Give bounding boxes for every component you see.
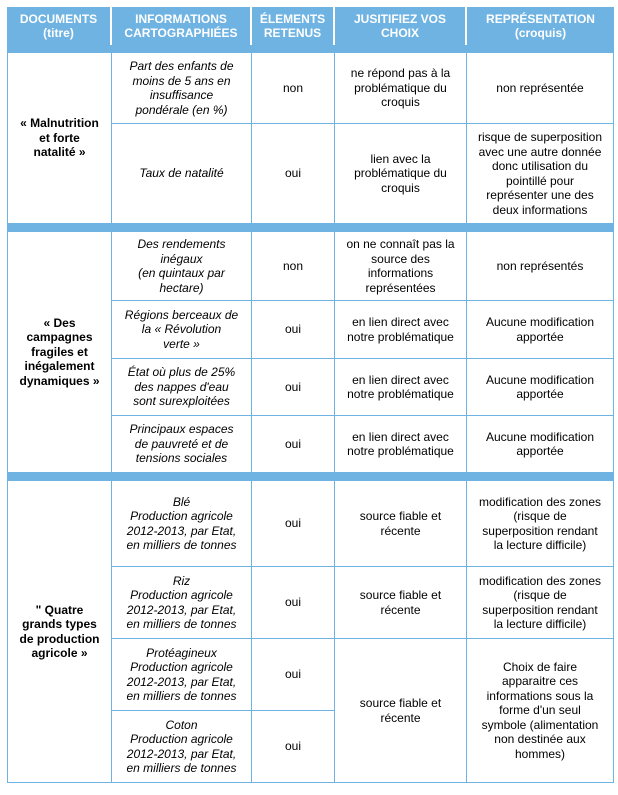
justif-cell: ne répond pas à la problématique du croquis xyxy=(335,52,467,124)
header-documents: DOCUMENTS (titre) xyxy=(7,7,112,45)
info-cell: Régions berceaux de la « Révolution verte » xyxy=(112,301,252,359)
info-cell: Blé Production agricole 2012-2013, par Etat, en milliers de tonnes xyxy=(112,480,252,567)
section-separator xyxy=(7,45,614,52)
info-cell: Protéagineux Production agricole 2012-2013, par Etat, en milliers de tonnes xyxy=(112,639,252,711)
info-cell: Part des enfants de moins de 5 ans en insuffisance pondérale (en %) xyxy=(112,52,252,124)
repr-cell: modification des zones (risque de superposition rendant la lecture difficile) xyxy=(467,567,614,639)
info-cell: Coton Production agricole 2012-2013, par Etat, en milliers de tonnes xyxy=(112,711,252,783)
analysis-table xyxy=(7,7,614,783)
info-cell: Taux de natalité xyxy=(112,124,252,224)
retenu-cell: oui xyxy=(252,301,335,359)
retenu-cell: oui xyxy=(252,567,335,639)
retenu-cell: oui xyxy=(252,639,335,711)
retenu-cell: oui xyxy=(252,124,335,224)
repr-cell: modification des zones (risque de superposition rendant la lecture difficile) xyxy=(467,480,614,567)
repr-cell: non représentés xyxy=(467,231,614,301)
document-title: « Des campagnes fragiles et inégalement dynamiques » xyxy=(7,231,112,473)
repr-cell: non représentée xyxy=(467,52,614,124)
retenu-cell: oui xyxy=(252,359,335,416)
table-row xyxy=(7,52,614,124)
document-title: « Malnutrition et forte natalité » xyxy=(7,52,112,224)
repr-cell: Aucune modification apportée xyxy=(467,416,614,473)
justif-cell: en lien direct avec notre problématique xyxy=(335,301,467,359)
table-row xyxy=(7,231,614,301)
document-title: " Quatre grands types de production agricole » xyxy=(7,480,112,783)
justif-cell: en lien direct avec notre problématique xyxy=(335,416,467,473)
justif-cell: lien avec la problématique du croquis xyxy=(335,124,467,224)
table-row xyxy=(7,480,614,567)
header-justifiez: JUSITIFIEZ VOS CHOIX xyxy=(335,7,467,45)
retenu-cell: non xyxy=(252,231,335,301)
info-cell: Riz Production agricole 2012-2013, par Etat, en milliers de tonnes xyxy=(112,567,252,639)
justif-cell: on ne connaît pas la source des informations représentées xyxy=(335,231,467,301)
repr-cell: risque de superposition avec une autre donnée donc utilisation du pointillé pour représenter une des deux informations xyxy=(467,124,614,224)
repr-cell: Aucune modification apportée xyxy=(467,359,614,416)
header-row xyxy=(7,7,614,45)
retenu-cell: oui xyxy=(252,416,335,473)
section-separator xyxy=(7,224,614,231)
section-separator xyxy=(7,473,614,480)
header-representation: REPRÉSENTATION (croquis) xyxy=(467,7,614,45)
header-informations: INFORMATIONS CARTOGRAPHIÉES xyxy=(112,7,252,45)
justif-cell: en lien direct avec notre problématique xyxy=(335,359,467,416)
justif-cell: source fiable et récente xyxy=(335,639,467,783)
info-cell: État où plus de 25% des nappes d'eau sont surexploitées xyxy=(112,359,252,416)
justif-cell: source fiable et récente xyxy=(335,567,467,639)
info-cell: Des rendements inégaux (en quintaux par hectare) xyxy=(112,231,252,301)
repr-cell: Choix de faire apparaitre ces informations sous la forme d'un seul symbole (alimentation non destinée aux hommes) xyxy=(467,639,614,783)
header-elements: ÉLEMENTS RETENUS xyxy=(252,7,335,45)
retenu-cell: oui xyxy=(252,480,335,567)
retenu-cell: oui xyxy=(252,711,335,783)
justif-cell: source fiable et récente xyxy=(335,480,467,567)
repr-cell: Aucune modification apportée xyxy=(467,301,614,359)
info-cell: Principaux espaces de pauvreté et de tensions sociales xyxy=(112,416,252,473)
retenu-cell: non xyxy=(252,52,335,124)
